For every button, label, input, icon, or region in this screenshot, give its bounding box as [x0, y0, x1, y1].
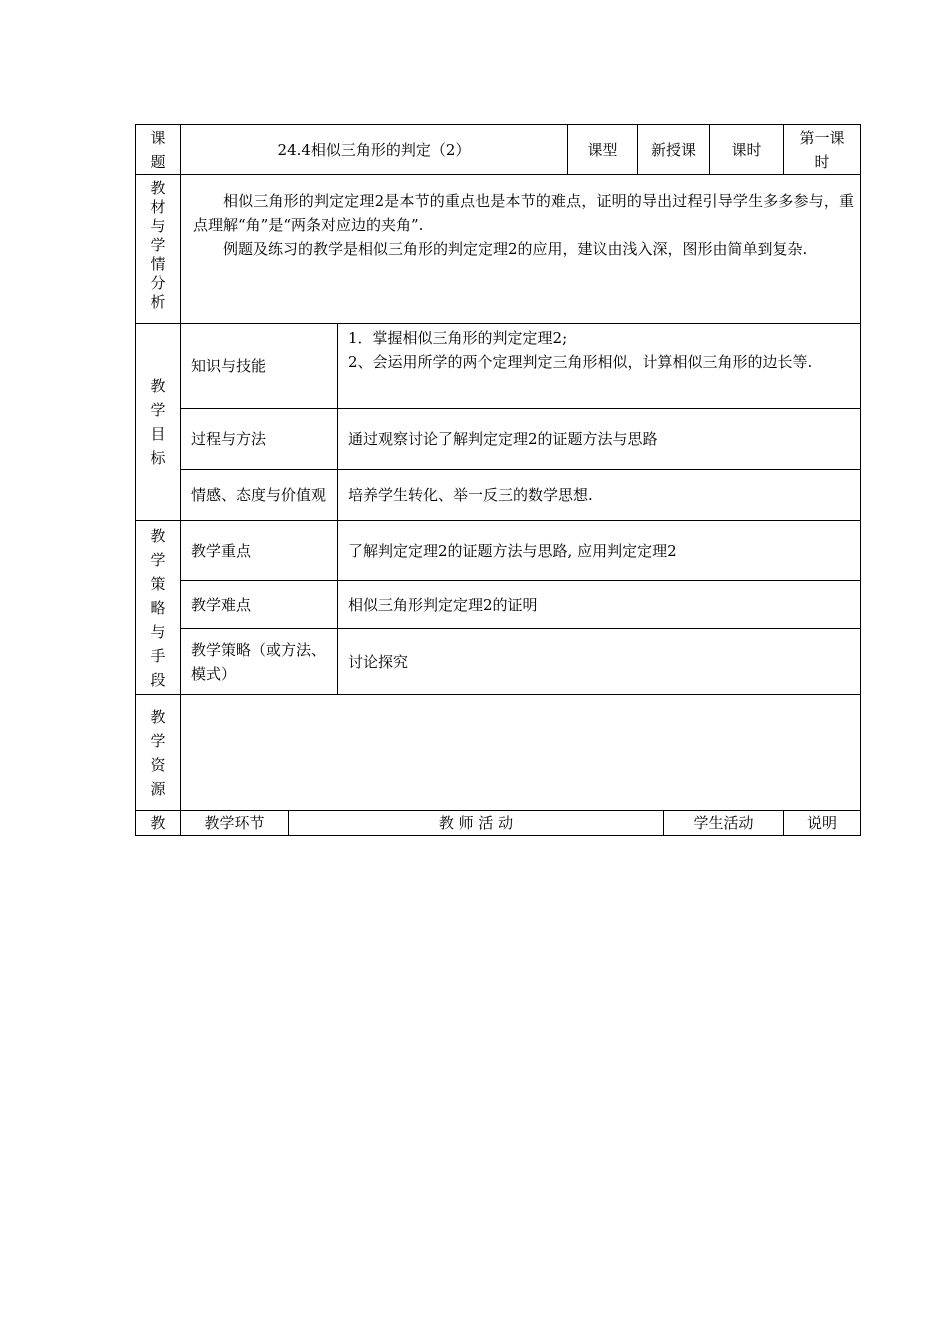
- objective-content: 通过观察讨论了解判定定理2的证题方法与思路: [338, 409, 861, 470]
- resources-label: 教 学 资 源: [136, 695, 181, 811]
- resources-content: [181, 695, 861, 811]
- strategy-content: 讨论探究: [338, 629, 861, 695]
- lesson-plan-table: [135, 124, 861, 836]
- lesson-title: 24.4相似三角形的判定（2）: [181, 125, 568, 175]
- strategy-name: 教学重点: [181, 521, 338, 581]
- analysis-label: 教 材 与 学 情 分 析: [136, 175, 181, 324]
- process-column-header: 学生活动: [664, 811, 784, 836]
- objective-row: [136, 324, 861, 409]
- objective-content: 1．掌握相似三角形的判定定理2; 2、会运用所学的两个定理判定三角形相似，计算相似三角形的边长等.: [338, 324, 861, 409]
- process-column-header: 教 师 活 动: [289, 811, 664, 836]
- analysis-paragraph: 相似三角形的判定定理2是本节的重点也是本节的难点，证明的导出过程引导学生多多参与，重点理解“角”是“两条对应边的夹角”.: [193, 192, 855, 234]
- analysis-content: [181, 175, 861, 324]
- objective-content: 培养学生转化、举一反三的数学思想.: [338, 470, 861, 521]
- header-row: [136, 125, 861, 175]
- strategy-content: 了解判定定理2的证题方法与思路, 应用判定定理2: [338, 521, 861, 581]
- lesson-type-label: 课型: [568, 125, 638, 175]
- objective-name: 过程与方法: [181, 409, 338, 470]
- process-header-row: [136, 811, 861, 836]
- strategy-name: 教学难点: [181, 581, 338, 629]
- topic-label: 课 题: [136, 125, 181, 175]
- objective-name: 情感、态度与价值观: [181, 470, 338, 521]
- resources-row: [136, 695, 861, 811]
- strategy-row: [136, 629, 861, 695]
- analysis-paragraph: 例题及练习的教学是相似三角形的判定定理2的应用，建议由浅入深，图形由简单到复杂.: [223, 240, 808, 258]
- objectives-label: 教 学 目 标: [136, 324, 181, 521]
- strategy-name: 教学策略（或方法、模式）: [181, 629, 338, 695]
- process-column-header: 教学环节: [181, 811, 289, 836]
- objective-row: [136, 409, 861, 470]
- period-label: 课时: [710, 125, 784, 175]
- period-value: 第一课 时: [784, 125, 861, 175]
- analysis-row: [136, 175, 861, 324]
- process-label: 教: [136, 811, 181, 836]
- strategy-row: [136, 581, 861, 629]
- objective-row: [136, 470, 861, 521]
- strategy-label: 教 学 策 略 与 手 段: [136, 521, 181, 695]
- process-column-header: 说明: [784, 811, 861, 836]
- strategy-content: 相似三角形判定定理2的证明: [338, 581, 861, 629]
- strategy-row: [136, 521, 861, 581]
- lesson-type-value: 新授课: [638, 125, 710, 175]
- objective-name: 知识与技能: [181, 324, 338, 409]
